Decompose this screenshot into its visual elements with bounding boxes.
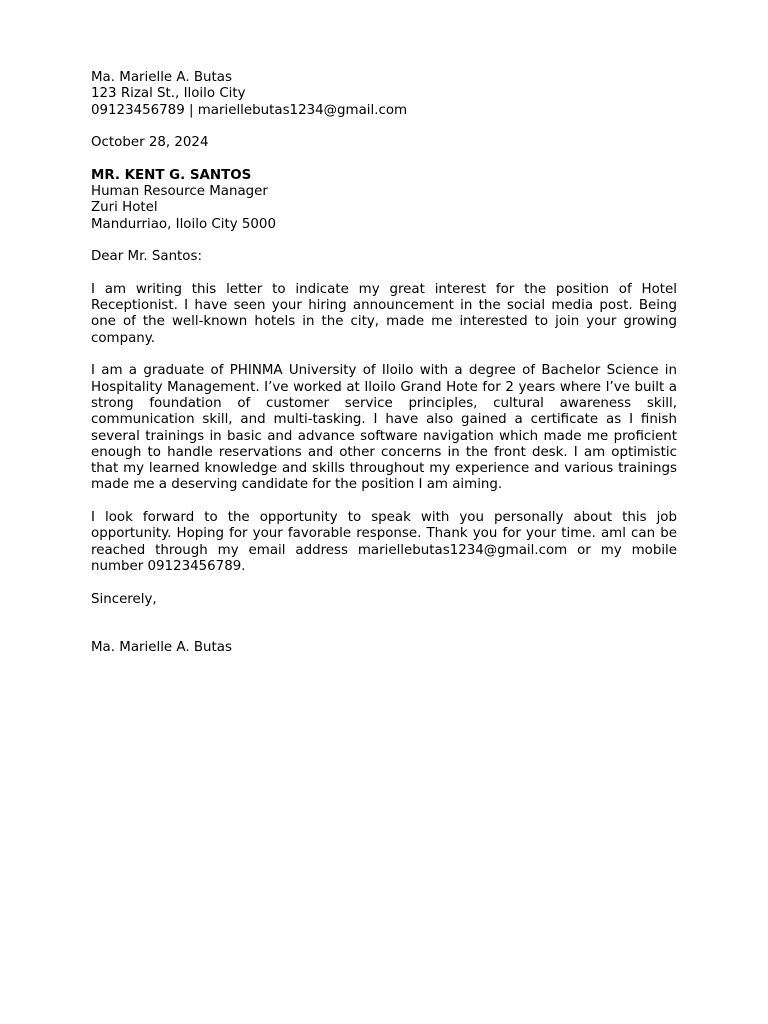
- recipient-address: Mandurriao, Iloilo City 5000: [91, 216, 276, 232]
- sender-address: 123 Rizal St., Iloilo City: [91, 86, 246, 102]
- body-paragraph-1: I am writing this letter to indicate my great interest for the position of Hotel Receptionist. I have seen your hiring announcement in the social media post. Being one of the well-known hotels in the city, made me interested to join your growing company.: [91, 281, 677, 346]
- letter-page: [91, 70, 677, 657]
- sender-name: Ma. Marielle A. Butas: [91, 70, 232, 85]
- sender-contact: 09123456789 | mariellebutas1234@gmail.com: [91, 102, 408, 118]
- recipient-name: MR. KENT G. SANTOS: [91, 167, 252, 183]
- salutation: Dear Mr. Santos:: [91, 249, 202, 265]
- recipient-company: Zuri Hotel: [91, 200, 158, 216]
- signature-name: Ma. Marielle A. Butas: [91, 640, 232, 656]
- letter-date: October 28, 2024: [91, 135, 209, 151]
- body-paragraph-2: I am a graduate of PHINMA University of Iloilo with a degree of Bachelor Science in Hospitality Management. I’ve worked at Iloilo Grand Hote for 2 years where I’ve built a strong foundation of customer service principles, cultural awareness skill, communication skill, and multi-tasking. I have also gained a certificate as I finish several trainings in basic and advance software navigation which made me proficient enough to handle reservations and other concerns in the front desk. I am optimistic that my learned knowledge and skills throughout my experience and various trainings made me a deserving candidate for the position I am aiming.: [91, 363, 677, 493]
- recipient-title: Human Resource Manager: [91, 184, 268, 200]
- body-paragraph-3: I look forward to the opportunity to speak with you personally about this job opportunity. Hoping for your favorable response. Thank you for your time. aml can be reached through my email address mariellebutas1234@gmail.com or my mobile number 09123456789.: [91, 510, 677, 574]
- closing: Sincerely,: [91, 591, 157, 607]
